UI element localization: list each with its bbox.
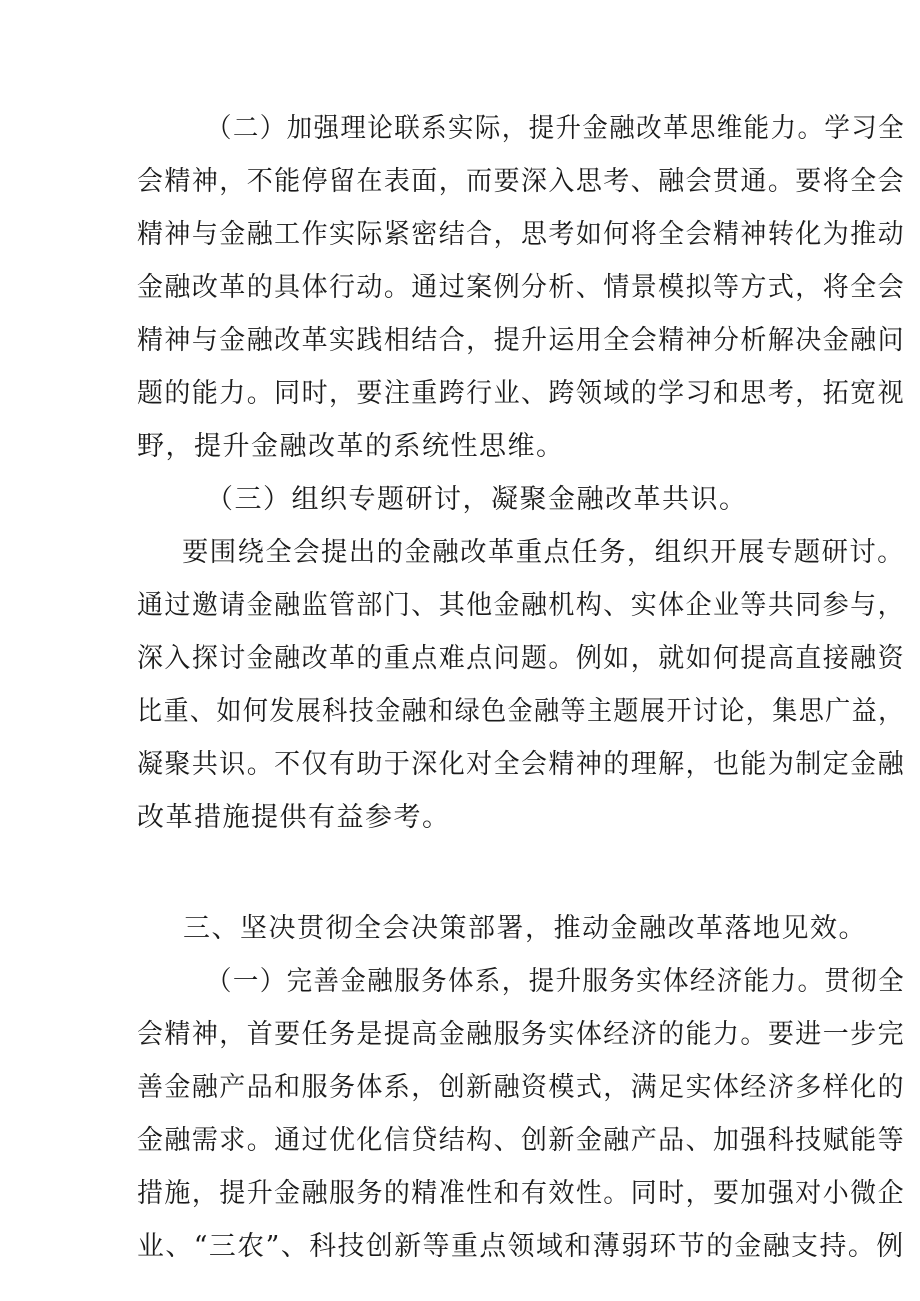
text-line: 凝聚共识。不仅有助于深化对全会精神的理解，也能为制定金融 — [137, 749, 905, 780]
text-line: （二）加强理论联系实际，提升金融改革思维能力。学习全 — [206, 113, 905, 144]
text-line: 野，提升金融改革的系统性思维。 — [137, 431, 565, 462]
text-line: 要围绕全会提出的金融改革重点任务，组织开展专题研讨。 — [182, 537, 905, 568]
text-line: 改革措施提供有益参考。 — [137, 802, 451, 833]
text-line: （一）完善金融服务体系，提升服务实体经济能力。贯彻全 — [206, 966, 905, 997]
text-line: 会精神，首要任务是提高金融服务实体经济的能力。要进一步完 — [137, 1019, 905, 1050]
chapter-heading: 三、坚决贯彻全会决策部署，推动金融改革落地见效。 — [183, 913, 867, 944]
text-line: 比重、如何发展科技金融和绿色金融等主题展开讨论，集思广益， — [137, 696, 905, 727]
text-line: 深入探讨金融改革的重点难点问题。例如，就如何提高直接融资 — [137, 643, 905, 674]
text-line: 金融需求。通过优化信贷结构、创新金融产品、加强科技赋能等 — [137, 1125, 905, 1156]
text-line: 题的能力。同时，要注重跨行业、跨领域的学习和思考，拓宽视 — [137, 378, 905, 409]
text-line: 业、“三农”、科技创新等重点领域和薄弱环节的金融支持。例 — [137, 1231, 905, 1262]
text-line: 精神与金融改革实践相结合，提升运用全会精神分析解决金融问 — [137, 325, 905, 356]
text-line: 通过邀请金融监管部门、其他金融机构、实体企业等共同参与， — [137, 590, 905, 621]
text-line: 措施，提升金融服务的精准性和有效性。同时，要加强对小微企 — [137, 1178, 905, 1209]
text-line: 善金融产品和服务体系，创新融资模式，满足实体经济多样化的 — [137, 1072, 905, 1103]
text-line: 精神与金融工作实际紧密结合，思考如何将全会精神转化为推动 — [137, 219, 905, 250]
text-line: 金融改革的具体行动。通过案例分析、情景模拟等方式，将全会 — [137, 272, 905, 303]
text-line: 会精神，不能停留在表面，而要深入思考、融会贯通。要将全会 — [137, 166, 905, 197]
section-heading: （三）组织专题研讨，凝聚金融改革共识。 — [206, 484, 748, 515]
